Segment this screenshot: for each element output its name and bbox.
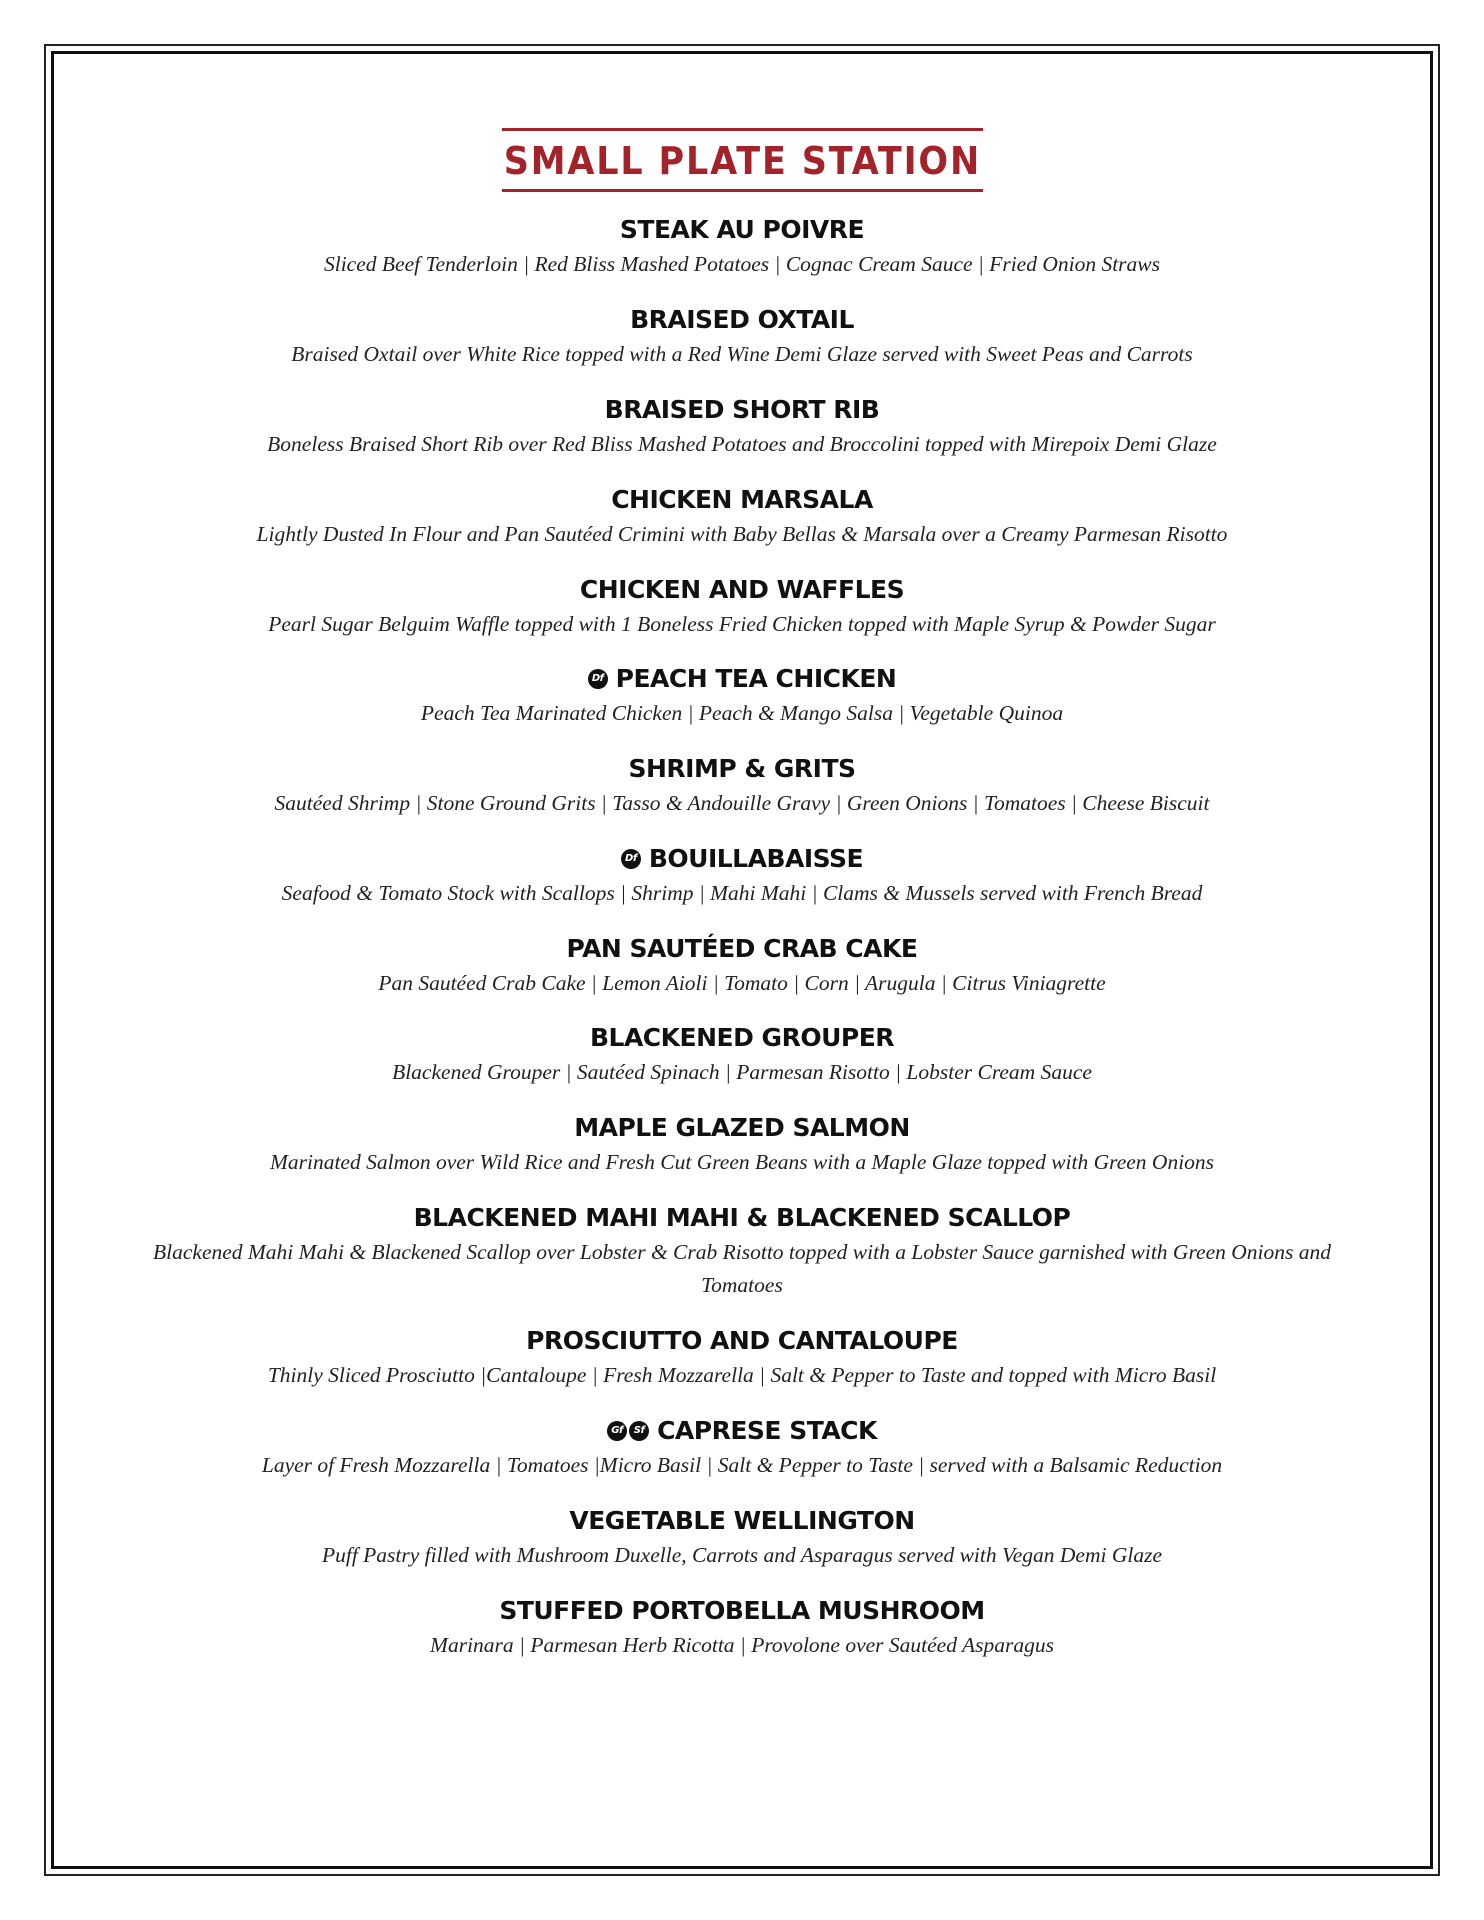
menu-item bbox=[120, 1505, 1364, 1572]
menu-item bbox=[120, 933, 1364, 1000]
dairy-free-icon: Df bbox=[588, 669, 608, 689]
menu-item-name: BRAISED SHORT RIB bbox=[604, 395, 880, 424]
menu-item bbox=[120, 394, 1364, 461]
soy-free-icon: Sf bbox=[629, 1421, 649, 1441]
menu-item-description: Blackened Grouper | Sautéed Spinach | Parmesan Risotto | Lobster Cream Sauce bbox=[392, 1060, 1092, 1084]
menu-item-name: PAN SAUTÉED CRAB CAKE bbox=[566, 934, 918, 963]
menu-item-description: Thinly Sliced Prosciutto |Cantaloupe | Fresh Mozzarella | Salt & Pepper to Taste and topped with Micro Basil bbox=[267, 1363, 1217, 1387]
menu-item-name: Gf Sf CAPRESE STACK bbox=[607, 1415, 877, 1447]
menu-item-name: CHICKEN MARSALA bbox=[611, 485, 873, 514]
menu-item-description: Marinara | Parmesan Herb Ricotta | Provolone over Sautéed Asparagus bbox=[430, 1633, 1054, 1657]
menu-item-description: Peach Tea Marinated Chicken | Peach & Mango Salsa | Vegetable Quinoa bbox=[420, 701, 1064, 725]
menu-item-description: Blackened Mahi Mahi & Blackened Scallop over Lobster & Crab Risotto topped with a Lobster Sauce garnished with Green Onions and Tomatoes bbox=[153, 1240, 1331, 1297]
menu-item bbox=[120, 1202, 1364, 1302]
menu-item-description: Sliced Beef Tenderloin | Red Bliss Mashed Potatoes | Cognac Cream Sauce | Fried Onion Straws bbox=[323, 252, 1161, 276]
menu-item bbox=[120, 1415, 1364, 1482]
menu-item-name: VEGETABLE WELLINGTON bbox=[569, 1506, 915, 1535]
menu-item-name: STUFFED PORTOBELLA MUSHROOM bbox=[499, 1596, 985, 1625]
menu-item-name: MAPLE GLAZED SALMON bbox=[574, 1113, 910, 1142]
dairy-free-icon: Df bbox=[621, 849, 641, 869]
menu-item-description: Layer of Fresh Mozzarella | Tomatoes |Micro Basil | Salt & Pepper to Taste | served with a Balsamic Reduction bbox=[261, 1453, 1223, 1477]
gluten-free-icon: Gf bbox=[607, 1421, 627, 1441]
menu-item bbox=[120, 574, 1364, 641]
menu-item-name: STEAK AU POIVRE bbox=[619, 215, 865, 244]
menu-item-name: BRAISED OXTAIL bbox=[630, 305, 854, 334]
menu-item bbox=[120, 663, 1364, 730]
menu-item-description: Puff Pastry filled with Mushroom Duxelle, Carrots and Asparagus served with Vegan Demi Glaze bbox=[321, 1543, 1163, 1567]
menu-item-description: Pearl Sugar Belguim Waffle topped with 1 Boneless Fried Chicken topped with Maple Syrup & Powder Sugar bbox=[268, 612, 1216, 636]
menu-header bbox=[120, 128, 1364, 192]
menu-item-name: Df BOUILLABAISSE bbox=[621, 843, 863, 875]
menu-item-name: SHRIMP & GRITS bbox=[628, 754, 856, 783]
menu-item bbox=[120, 214, 1364, 281]
menu-item-name: BLACKENED MAHI MAHI & BLACKENED SCALLOP bbox=[413, 1203, 1071, 1232]
menu-item-description: Sautéed Shrimp | Stone Ground Grits | Tasso & Andouille Gravy | Green Onions | Tomatoes | Cheese Biscuit bbox=[274, 791, 1210, 815]
menu-item bbox=[120, 1112, 1364, 1179]
menu-item-name: CHICKEN AND WAFFLES bbox=[579, 575, 905, 604]
menu-item-description: Marinated Salmon over Wild Rice and Fresh Cut Green Beans with a Maple Glaze topped with Green Onions bbox=[269, 1150, 1215, 1174]
menu-item bbox=[120, 843, 1364, 910]
menu-item bbox=[120, 1022, 1364, 1089]
menu-item-name: PROSCIUTTO AND CANTALOUPE bbox=[526, 1326, 958, 1355]
menu-item-description: Boneless Braised Short Rib over Red Bliss Mashed Potatoes and Broccolini topped with Mirepoix Demi Glaze bbox=[267, 432, 1217, 456]
menu-item bbox=[120, 753, 1364, 820]
menu-item-description: Braised Oxtail over White Rice topped with a Red Wine Demi Glaze served with Sweet Peas and Carrots bbox=[291, 342, 1193, 366]
menu-item bbox=[120, 484, 1364, 551]
menu-item-name: BLACKENED GROUPER bbox=[589, 1023, 895, 1052]
menu-title: SMALL PLATE STATION bbox=[501, 128, 982, 192]
menu-item-name: Df PEACH TEA CHICKEN bbox=[588, 663, 897, 695]
menu-item bbox=[120, 304, 1364, 371]
menu-item-description: Pan Sautéed Crab Cake | Lemon Aioli | Tomato | Corn | Arugula | Citrus Viniagrette bbox=[378, 971, 1106, 995]
menu-item-description: Lightly Dusted In Flour and Pan Sautéed Crimini with Baby Bellas & Marsala over a Creamy Parmesan Risotto bbox=[256, 522, 1228, 546]
menu-item bbox=[120, 1595, 1364, 1662]
menu-item-description: Seafood & Tomato Stock with Scallops | Shrimp | Mahi Mahi | Clams & Mussels served with French Bread bbox=[281, 881, 1203, 905]
menu-item bbox=[120, 1325, 1364, 1392]
